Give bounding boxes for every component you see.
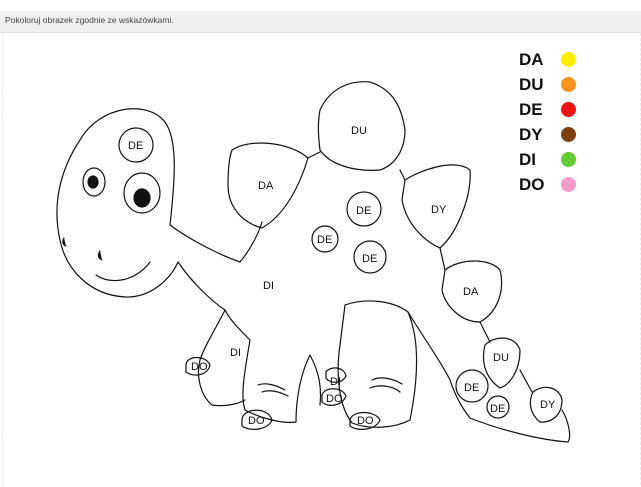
legend-color-dot (561, 152, 576, 167)
label-back-plate-1: DA (258, 180, 274, 192)
leg-crease-4 (370, 386, 400, 392)
front-leg (225, 310, 310, 422)
leg-crease-1 (258, 384, 285, 390)
legend-color-dot (561, 177, 576, 192)
eye-right-pupil (134, 189, 150, 207)
mouth (96, 262, 150, 281)
label-front-leg: DI (230, 347, 241, 359)
label-tail-spot-2: DE (490, 403, 506, 415)
legend-row-di (519, 150, 599, 175)
label-toe-4: DO (357, 415, 374, 427)
legend-code: DU (519, 75, 544, 94)
label-toe-2: DO (248, 415, 265, 427)
leg-crease-3 (372, 378, 402, 384)
label-back-plate-3: DY (431, 204, 447, 216)
instruction-text: Pokoloruj obrazek zgodnie ze wskazówkami. (5, 15, 174, 25)
label-middle-leg: DI (330, 376, 341, 388)
legend-code: DO (519, 175, 545, 194)
dinosaur-back (170, 222, 262, 262)
label-toe-1: DO (191, 361, 208, 373)
legend-row-do (519, 175, 599, 200)
eye-left-pupil (88, 176, 98, 188)
nostril-right (98, 251, 102, 260)
label-head-spot: DE (128, 140, 144, 152)
label-body-spot-1: DE (356, 205, 372, 217)
legend-color-dot (561, 52, 576, 67)
label-back-plate-2: DU (351, 125, 367, 137)
legend-code: DI (519, 150, 536, 169)
label-back-plate-5: DU (493, 352, 509, 364)
back-leg (338, 301, 416, 427)
legend-row-de (519, 100, 599, 125)
color-legend (519, 50, 599, 200)
label-tail-spot-1: DE (464, 382, 480, 394)
label-back-plate-4: DA (463, 286, 479, 298)
dinosaur-belly (178, 262, 225, 360)
back-leg-2 (310, 355, 321, 405)
dinosaur-head (57, 109, 178, 297)
legend-row-du (519, 75, 599, 100)
label-body-spot-2: DE (317, 234, 333, 246)
nostril-left (63, 238, 66, 246)
label-toe-3: DO (326, 393, 343, 405)
label-body: DI (263, 280, 274, 292)
legend-row-dy (519, 125, 599, 150)
label-back-plate-6: DY (540, 399, 556, 411)
tail-belly (408, 312, 470, 418)
label-body-spot-3: DE (362, 253, 378, 265)
legend-color-dot (561, 102, 576, 117)
legend-code: DY (519, 125, 543, 144)
legend-code: DA (519, 50, 544, 69)
legend-code: DE (519, 100, 543, 119)
legend-color-dot (561, 77, 576, 92)
leg-crease-2 (262, 391, 288, 396)
legend-color-dot (561, 127, 576, 142)
legend-row-da (519, 50, 599, 75)
